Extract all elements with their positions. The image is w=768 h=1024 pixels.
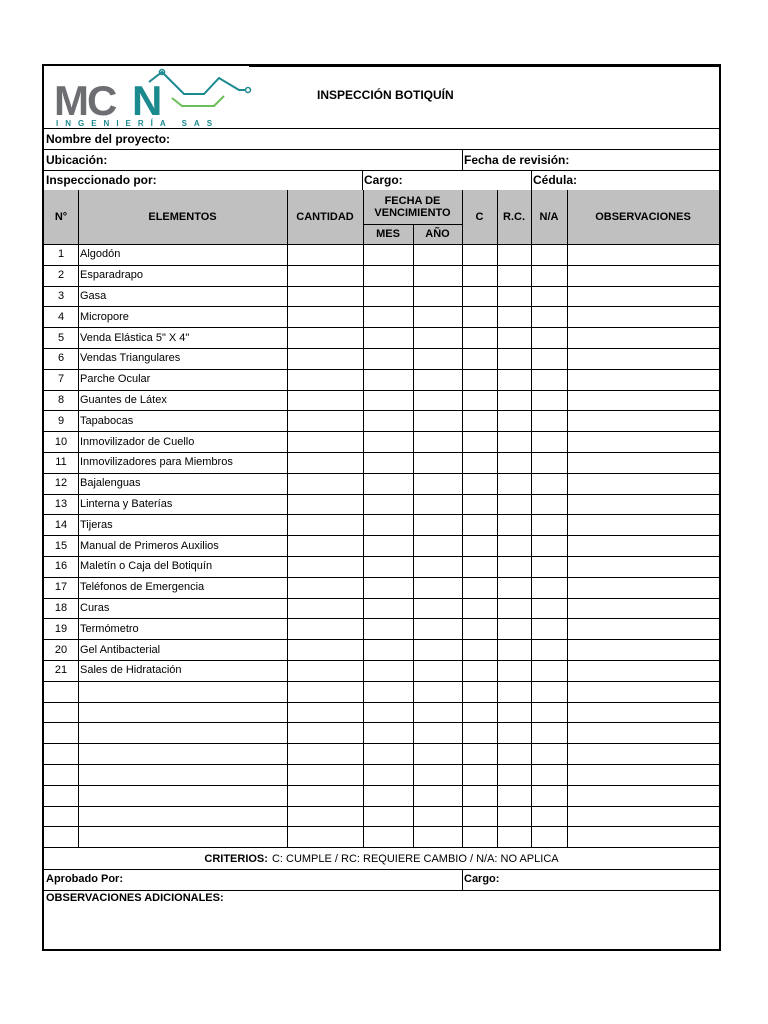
logo-subtext: INGENIERÍA SAS <box>56 119 220 128</box>
row-number: 11 <box>55 456 67 469</box>
row-element: Manual de Primeros Auxilios <box>80 539 219 552</box>
row-element: Inmovilizadores para Miembros <box>80 456 233 469</box>
table-row-line <box>44 702 719 703</box>
logo-graphic <box>54 68 254 128</box>
header-quantity: CANTIDAD <box>296 211 354 223</box>
row-number: 14 <box>54 518 68 531</box>
criteria-label: CRITERIOS: <box>204 852 268 865</box>
row-number: 5 <box>57 331 65 344</box>
row-element: Linterna y Baterías <box>80 497 173 510</box>
row-number: 16 <box>54 560 68 573</box>
table-row-line <box>44 826 719 827</box>
table-row-line <box>44 722 719 723</box>
table-row-line <box>44 764 719 765</box>
position-label: Cargo: <box>364 173 403 187</box>
row-number: 13 <box>54 497 68 510</box>
table-row-line <box>44 743 719 744</box>
id-label: Cédula: <box>533 173 578 187</box>
logo-mark: MC <box>54 77 116 124</box>
row-element: Maletín o Caja del Botiquín <box>80 560 213 573</box>
row-element: Gel Antibacterial <box>80 643 161 656</box>
row-number: 12 <box>54 477 68 490</box>
row-element: Curas <box>80 601 110 614</box>
row-number: 6 <box>57 352 65 365</box>
header-observations: OBSERVACIONES <box>595 211 691 223</box>
row-element: Micropore <box>80 310 129 323</box>
table-column-line <box>497 190 498 847</box>
row-element: Esparadrapo <box>80 269 143 282</box>
row-number: 18 <box>54 601 68 614</box>
criteria-row <box>44 848 719 869</box>
logo-mark-n: N <box>132 77 163 124</box>
row-number: 15 <box>54 539 68 552</box>
row-element: Vendas Triangulares <box>80 352 181 365</box>
header-month: MES <box>376 228 400 240</box>
row-element: Venda Elástica 5" X 4" <box>80 331 190 344</box>
row-element: Algodón <box>80 248 121 261</box>
table-column-line <box>462 190 463 847</box>
row-element: Inmovilizador de Cuello <box>80 435 195 448</box>
header-c: C <box>475 211 484 223</box>
row-element: Teléfonos de Emergencia <box>80 581 205 594</box>
row-number: 19 <box>54 622 68 635</box>
inspected-by-label: Inspeccionado por: <box>46 173 157 187</box>
location-label: Ubicación: <box>46 153 108 167</box>
header-no: N° <box>54 211 68 223</box>
additional-observations-label: OBSERVACIONES ADICIONALES: <box>46 892 224 904</box>
header-elements: ELEMENTOS <box>148 211 217 223</box>
row-element: Sales de Hidratación <box>80 664 182 677</box>
header-divider <box>363 224 462 225</box>
table-column-line <box>78 190 79 847</box>
row-element: Termómetro <box>80 622 139 635</box>
table-column-line <box>567 190 568 847</box>
row-number: 4 <box>57 310 65 323</box>
row-number: 10 <box>54 435 68 448</box>
items-table <box>44 190 719 848</box>
row-number: 2 <box>57 269 65 282</box>
row-element: Bajalenguas <box>80 477 141 490</box>
row-number: 17 <box>54 581 68 594</box>
table-column-line <box>287 190 288 847</box>
table-row-line <box>44 806 719 807</box>
row-element: Parche Ocular <box>80 373 151 386</box>
row-element: Gasa <box>80 289 107 302</box>
row-element: Guantes de Látex <box>80 393 167 406</box>
table-row-line <box>44 681 719 682</box>
row-element: Tijeras <box>80 518 113 531</box>
project-name-label: Nombre del proyecto: <box>46 132 171 146</box>
row-number: 9 <box>57 414 65 427</box>
table-row-line <box>44 785 719 786</box>
row-element: Tapabocas <box>80 414 134 427</box>
row-number: 7 <box>57 373 65 386</box>
company-logo <box>54 68 254 128</box>
header-year: AÑO <box>425 228 450 240</box>
row-number: 3 <box>57 289 65 302</box>
table-column-line <box>363 190 364 847</box>
criteria-text: C: CUMPLE / RC: REQUIERE CAMBIO / N/A: NO APLICA <box>271 852 559 865</box>
header-na: N/A <box>539 211 559 223</box>
row-number: 21 <box>54 664 68 677</box>
row-number: 8 <box>57 393 65 406</box>
row-number: 1 <box>57 248 65 261</box>
row-number: 20 <box>54 643 68 656</box>
inspection-form <box>42 64 721 951</box>
approved-by-label: Aprobado Por: <box>46 873 123 885</box>
header-expiry: FECHA DE VENCIMIENTO <box>374 195 451 219</box>
form-title: INSPECCIÓN BOTIQUÍN <box>317 88 454 102</box>
table-column-line <box>531 190 532 847</box>
approved-position-label: Cargo: <box>464 873 500 885</box>
header-rc: R.C. <box>503 211 525 223</box>
review-date-label: Fecha de revisión: <box>464 153 570 167</box>
